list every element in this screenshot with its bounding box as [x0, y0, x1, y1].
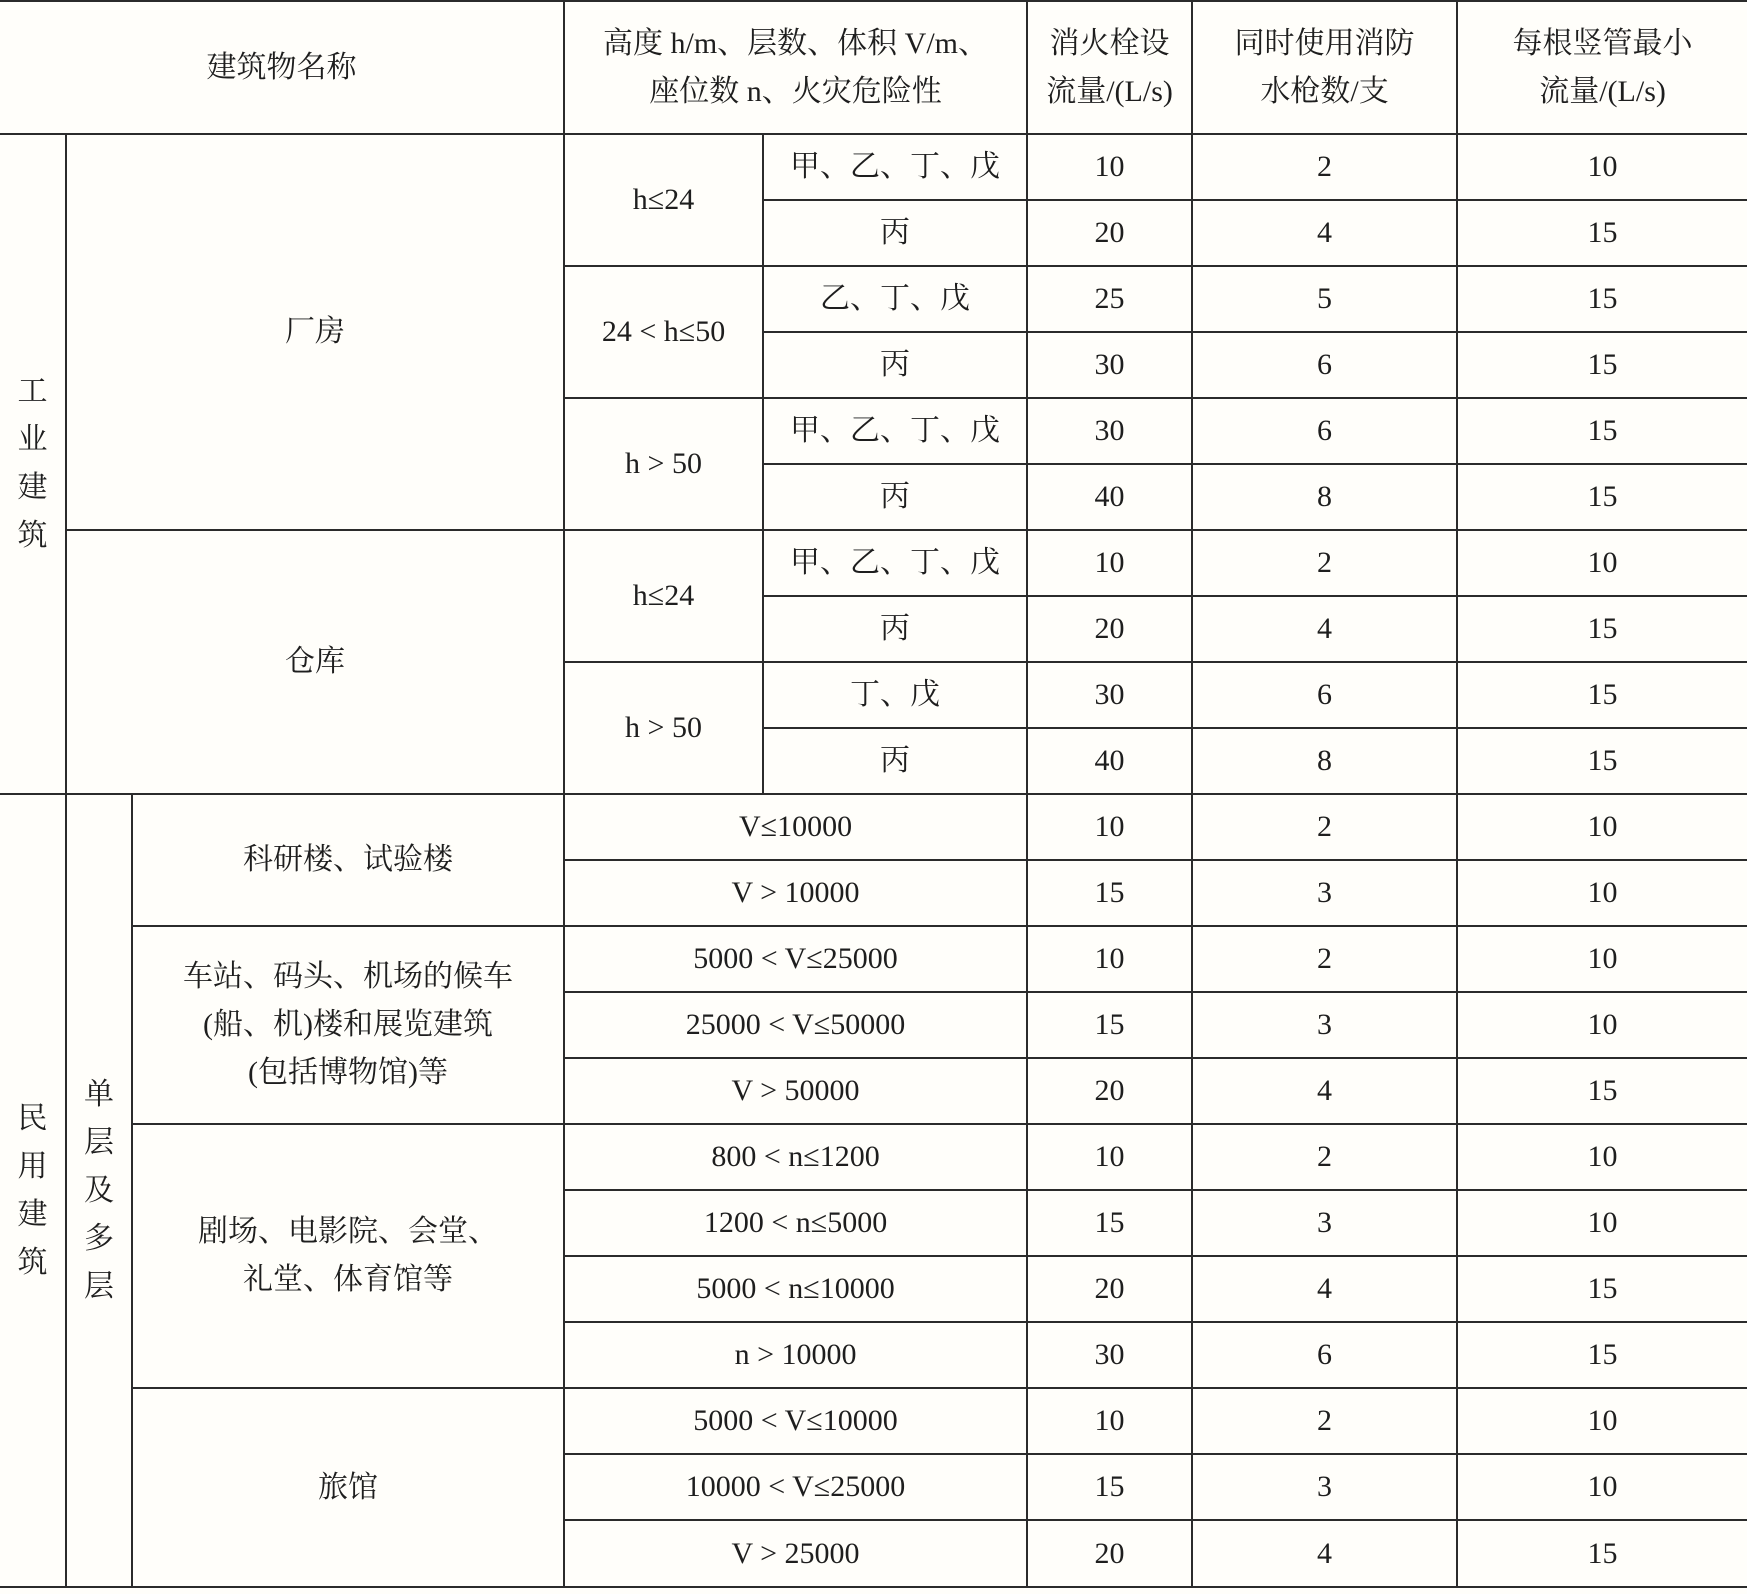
height-condition: h≤24	[564, 134, 763, 266]
label-char: 单	[84, 1077, 114, 1111]
header-line: 座位数 n、火灾危险性	[649, 74, 942, 108]
header-hydrant-flow	[1027, 1, 1192, 134]
warehouse-name: 仓库	[66, 530, 564, 794]
hydrant-flow-value: 40	[1027, 464, 1192, 530]
name-line: 车站、码头、机场的候车	[183, 960, 513, 993]
research-name: 科研楼、试验楼	[132, 794, 564, 926]
hydrant-flow-value: 20	[1027, 596, 1192, 662]
riser-min-flow-value: 15	[1457, 662, 1747, 728]
hydrant-flow-value: 15	[1027, 992, 1192, 1058]
water-gun-count-value: 3	[1192, 860, 1457, 926]
riser-min-flow-value: 15	[1457, 464, 1747, 530]
station-name	[132, 926, 564, 1124]
header-line: 水枪数/支	[1260, 74, 1389, 108]
name-line: 礼堂、体育馆等	[243, 1263, 453, 1296]
condition: V≤10000	[564, 794, 1027, 860]
riser-min-flow-value: 10	[1457, 926, 1747, 992]
water-gun-count-value: 6	[1192, 1322, 1457, 1388]
table-row	[0, 134, 1747, 200]
label-char: 业	[17, 423, 48, 456]
riser-min-flow-value: 10	[1457, 134, 1747, 200]
table-row	[0, 926, 1747, 992]
condition: 10000 < V≤25000	[564, 1454, 1027, 1520]
label-char: 民	[17, 1101, 48, 1135]
hydrant-flow-value: 40	[1027, 728, 1192, 794]
riser-min-flow-value: 10	[1457, 992, 1747, 1058]
factory-name: 厂房	[66, 134, 564, 530]
riser-min-flow-value: 15	[1457, 332, 1747, 398]
hydrant-flow-value: 30	[1027, 332, 1192, 398]
hydrant-flow-value: 10	[1027, 134, 1192, 200]
hydrant-flow-value: 15	[1027, 1190, 1192, 1256]
header-line: 同时使用消防	[1234, 26, 1415, 60]
header-line: 消火栓设	[1049, 26, 1170, 60]
water-gun-count-value: 3	[1192, 1190, 1457, 1256]
table-row	[0, 1124, 1747, 1190]
condition: V > 10000	[564, 860, 1027, 926]
riser-min-flow-value: 15	[1457, 1256, 1747, 1322]
hydrant-flow-value: 20	[1027, 200, 1192, 266]
riser-min-flow-value: 15	[1457, 728, 1747, 794]
label-char: 筑	[17, 519, 48, 552]
water-gun-count-value: 2	[1192, 1124, 1457, 1190]
hydrant-flow-value: 20	[1027, 1058, 1192, 1124]
table-row	[0, 1388, 1747, 1454]
header-riser-flow	[1457, 1, 1747, 134]
water-gun-count-value: 6	[1192, 662, 1457, 728]
height-condition: h > 50	[564, 662, 763, 794]
label-char: 层	[84, 1125, 114, 1159]
fire-hazard-class: 甲、乙、丁、戊	[763, 134, 1027, 200]
riser-min-flow-value: 15	[1457, 398, 1747, 464]
riser-min-flow-value: 10	[1457, 1454, 1747, 1520]
water-gun-count-value: 6	[1192, 398, 1457, 464]
hydrant-flow-value: 10	[1027, 530, 1192, 596]
riser-min-flow-value: 10	[1457, 860, 1747, 926]
water-gun-count-value: 4	[1192, 1058, 1457, 1124]
condition: 5000 < n≤10000	[564, 1256, 1027, 1322]
condition: n > 10000	[564, 1322, 1027, 1388]
riser-min-flow-value: 15	[1457, 1322, 1747, 1388]
water-gun-count-value: 8	[1192, 464, 1457, 530]
height-condition: h≤24	[564, 530, 763, 662]
fire-hazard-class: 丙	[763, 464, 1027, 530]
fire-hazard-class: 丙	[763, 728, 1027, 794]
condition: V > 50000	[564, 1058, 1027, 1124]
label-char: 及	[84, 1173, 114, 1207]
hydrant-flow-value: 15	[1027, 1454, 1192, 1520]
fire-hazard-class: 丁、戊	[763, 662, 1027, 728]
hydrant-flow-value: 10	[1027, 1124, 1192, 1190]
name-line: (包括博物馆)等	[248, 1056, 448, 1089]
water-gun-count-value: 6	[1192, 332, 1457, 398]
industrial-buildings-label	[0, 134, 66, 794]
riser-min-flow-value: 10	[1457, 794, 1747, 860]
water-gun-count-value: 4	[1192, 1520, 1457, 1587]
water-gun-count-value: 2	[1192, 794, 1457, 860]
hydrant-flow-value: 30	[1027, 662, 1192, 728]
header-line: 每根竖管最小	[1512, 26, 1693, 60]
hydrant-flow-value: 25	[1027, 266, 1192, 332]
riser-min-flow-value: 15	[1457, 596, 1747, 662]
hydrant-flow-value: 10	[1027, 794, 1192, 860]
water-gun-count-value: 2	[1192, 530, 1457, 596]
table-row	[0, 794, 1747, 860]
riser-min-flow-value: 15	[1457, 1058, 1747, 1124]
riser-min-flow-value: 10	[1457, 1190, 1747, 1256]
water-gun-count-value: 2	[1192, 1388, 1457, 1454]
single-and-multi-storey-label	[66, 794, 132, 1587]
hydrant-flow-value: 20	[1027, 1256, 1192, 1322]
hydrant-flow-value: 15	[1027, 860, 1192, 926]
label-char: 层	[84, 1269, 114, 1303]
fire-hazard-class: 甲、乙、丁、戊	[763, 530, 1027, 596]
hydrant-flow-value: 20	[1027, 1520, 1192, 1587]
riser-min-flow-value: 10	[1457, 530, 1747, 596]
fire-hazard-class: 乙、丁、戊	[763, 266, 1027, 332]
label-char: 用	[17, 1149, 48, 1183]
label-char: 工	[17, 375, 48, 408]
riser-min-flow-value: 10	[1457, 1388, 1747, 1454]
condition: 25000 < V≤50000	[564, 992, 1027, 1058]
height-condition: 24 < h≤50	[564, 266, 763, 398]
header-line: 流量/(L/s)	[1539, 74, 1666, 108]
label-char: 多	[84, 1221, 114, 1255]
condition: 1200 < n≤5000	[564, 1190, 1027, 1256]
condition: 5000 < V≤25000	[564, 926, 1027, 992]
header-building-name: 建筑物名称	[0, 1, 564, 134]
water-gun-count-value: 4	[1192, 596, 1457, 662]
civil-buildings-label	[0, 794, 66, 1587]
riser-min-flow-value: 10	[1457, 1124, 1747, 1190]
fire-hazard-class: 丙	[763, 200, 1027, 266]
label-char: 筑	[17, 1245, 48, 1279]
hydrant-flow-value: 30	[1027, 398, 1192, 464]
riser-min-flow-value: 15	[1457, 266, 1747, 332]
riser-min-flow-value: 15	[1457, 200, 1747, 266]
fire-hazard-class: 甲、乙、丁、戊	[763, 398, 1027, 464]
header-line: 高度 h/m、层数、体积 V/m、	[603, 26, 989, 60]
theater-name	[132, 1124, 564, 1388]
hotel-name: 旅馆	[132, 1388, 564, 1587]
condition: 5000 < V≤10000	[564, 1388, 1027, 1454]
header-line: 流量/(L/s)	[1046, 74, 1173, 108]
fire-hazard-class: 丙	[763, 596, 1027, 662]
height-condition: h > 50	[564, 398, 763, 530]
hydrant-flow-value: 10	[1027, 1388, 1192, 1454]
name-line: 剧场、电影院、会堂、	[198, 1215, 498, 1248]
water-gun-count-value: 5	[1192, 266, 1457, 332]
fire-hazard-class: 丙	[763, 332, 1027, 398]
header-water-guns	[1192, 1, 1457, 134]
water-gun-count-value: 4	[1192, 1256, 1457, 1322]
riser-min-flow-value: 15	[1457, 1520, 1747, 1587]
table-row	[0, 530, 1747, 596]
hydrant-flow-value: 10	[1027, 926, 1192, 992]
hydrant-flow-value: 30	[1027, 1322, 1192, 1388]
name-line: (船、机)楼和展览建筑	[203, 1008, 493, 1041]
water-gun-count-value: 2	[1192, 134, 1457, 200]
water-gun-count-value: 4	[1192, 200, 1457, 266]
table-row	[0, 1, 1747, 134]
condition: V > 25000	[564, 1520, 1027, 1587]
label-char: 建	[17, 471, 48, 504]
header-parameters	[564, 1, 1027, 134]
water-gun-count-value: 2	[1192, 926, 1457, 992]
water-gun-count-value: 3	[1192, 1454, 1457, 1520]
water-gun-count-value: 3	[1192, 992, 1457, 1058]
condition: 800 < n≤1200	[564, 1124, 1027, 1190]
water-gun-count-value: 8	[1192, 728, 1457, 794]
label-char: 建	[17, 1197, 48, 1231]
